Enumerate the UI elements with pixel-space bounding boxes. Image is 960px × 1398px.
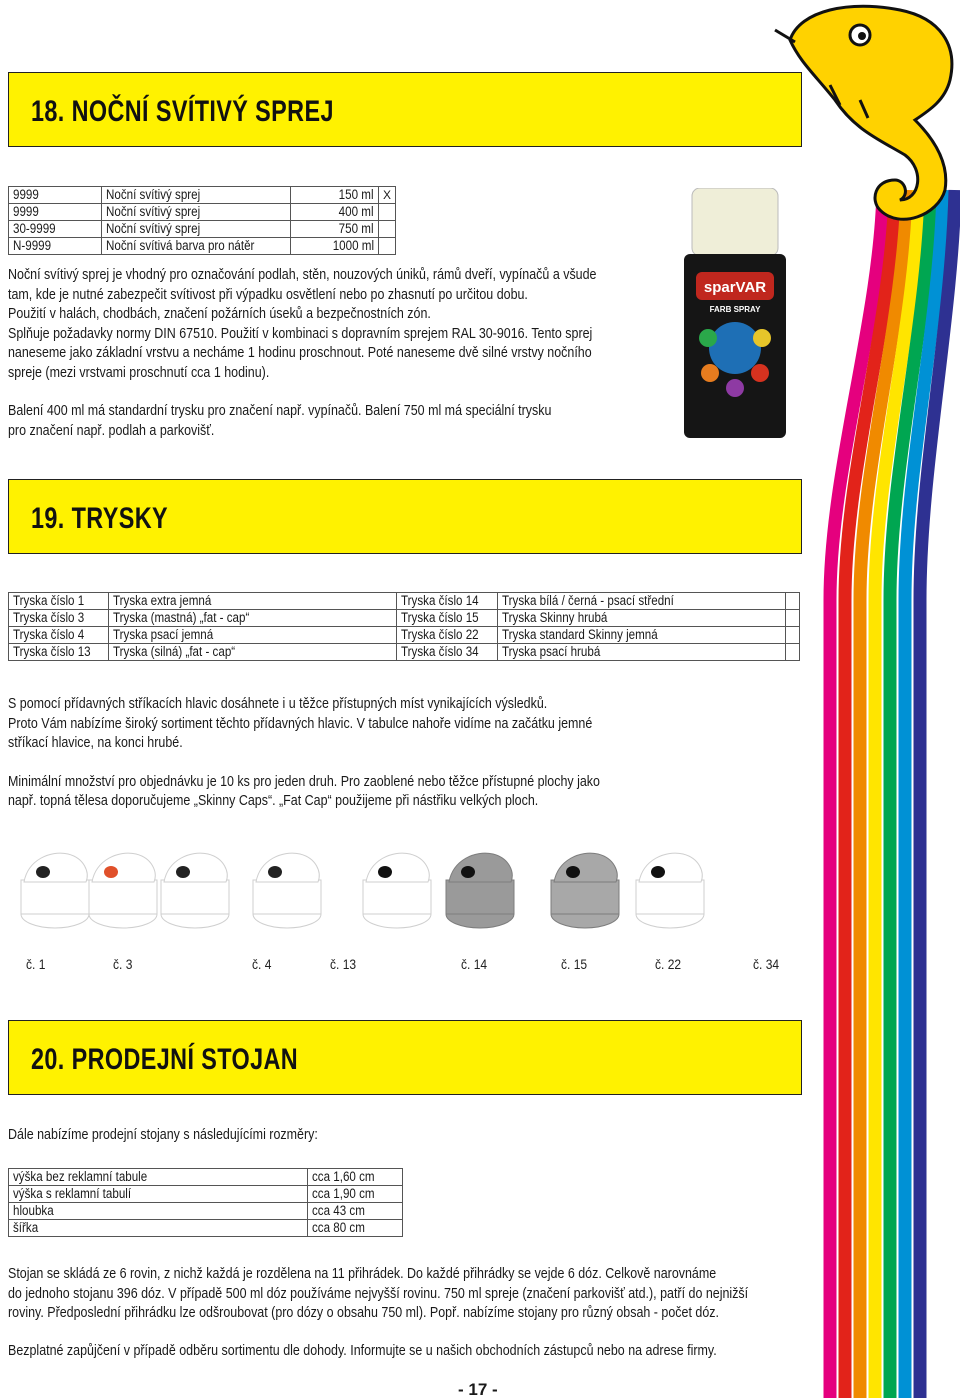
product-code: 9999 [13,187,39,202]
nozzle-number: Tryska číslo 13 [13,644,91,659]
cap-body [253,880,321,914]
table-row [9,644,800,661]
nozzle-description-text [8,695,600,812]
can-label: FARB SPRAY [709,305,761,314]
product-code: 30-9999 [13,221,56,236]
can-dot [753,329,771,347]
can-dot [699,329,717,347]
dimension-value: cca 1,60 cm [312,1169,375,1184]
cap-top [164,853,227,882]
nozzle-cap-image [540,842,630,937]
table-row [9,238,396,255]
nozzle-cap-label: č. 14 [461,956,488,972]
stripe-indigo [920,190,955,1398]
nozzle-cap-image [150,842,240,937]
product-volume: 150 ml [339,187,374,202]
stripe-yellow [875,190,919,1398]
nozzle-description: Tryska Skinny hrubá [501,610,607,625]
nozzle-description: Tryska (silná) „fat - cap“ [113,644,236,659]
nozzle-cap-label: č. 34 [753,956,780,972]
cap-top [554,853,617,882]
section-20-title: 20. PRODEJNÍ STOJAN [31,1043,299,1076]
cap-body [446,880,514,914]
table-row [9,1169,403,1186]
spray-can-image [680,188,790,440]
cap-nozzle-hole [651,866,665,878]
section-19-banner [8,479,802,554]
cap-top [639,853,702,882]
nozzle-cap-image [352,842,442,937]
cap-nozzle-hole [36,866,50,878]
cap-nozzle-hole [176,866,190,878]
cap-top [366,853,429,882]
nozzle-cap-image [625,842,715,937]
section-20-banner [8,1020,802,1095]
nozzle-cap-label: č. 15 [561,956,588,972]
table-row [9,187,396,204]
table-row [9,593,800,610]
product-code: N-9999 [13,238,52,253]
table-row [9,204,396,221]
cap-nozzle-hole [104,866,118,878]
section-19-title: 19. TRYSKY [31,502,168,535]
section-18-banner [8,72,802,147]
nozzle-number: Tryska číslo 34 [401,644,480,659]
dimension-label: výška s reklamní tabulí [13,1186,132,1201]
text-line: Stojan se skládá ze 6 rovin, z nichž každá je rozdělena na 11 přihrádek. Do každé přihrádky se vejde 6 dóz. Celkově narovnáme [8,1266,717,1282]
dimension-label: hloubka [13,1203,54,1218]
stripe-orange [860,190,907,1398]
nozzle-description: Tryska (mastná) „fat - cap“ [113,610,250,625]
nozzle-cap-image [435,842,525,937]
text-line: Proto Vám nabízíme široký sortiment těchto přídavných hlavic. V tabulce nahoře vidíme na začátku jemné [8,715,593,732]
text-line: roviny. Předposlední přihrádku lze odšroubovat (pro dózy o obsahu 750 ml). Popř. nabízíme stojany pro různý obsah - počet dóz. [8,1305,719,1321]
can-brand: sparVAR [703,279,767,296]
product-name: Noční svítivý sprej [105,221,200,236]
cap-body [363,880,431,914]
product-name: Noční svítivý sprej [105,204,200,219]
nozzle-description: Tryska bílá / černá - psací střední [501,593,674,608]
text-line: Minimální množství pro objednávku je 10 ks pro jeden druh. Pro zaoblené nebo těžce přístupné plochy jako [8,773,600,790]
text-line: S pomocí přídavných stříkacích hlavic dosáhnete i u těžce přístupných míst vynikajících výsledků. [8,696,548,712]
text-line: naneseme jako základní vrstvu a necháme 1 hodinu proschnout. Poté naneseme dvě silné vrstvy nočního [8,345,592,361]
cap-body [161,880,229,914]
table-row [9,610,800,627]
product-name: Noční svítivá barva pro nátěr [105,238,255,253]
cap-top [256,853,319,882]
can-dot [726,379,744,397]
cap-body [551,880,619,914]
stripes-group [830,190,955,1398]
nozzle-description: Tryska psací jemná [113,627,214,642]
nozzle-number: Tryska číslo 3 [13,610,85,625]
product-volume: 400 ml [339,204,374,219]
nozzle-cap-label: č. 1 [26,956,46,972]
section-18-title: 18. NOČNÍ SVÍTIVÝ SPREJ [31,95,334,128]
dimension-label: šířka [13,1220,39,1235]
stripe-red [845,190,895,1398]
dimension-label: výška bez reklamní tabule [13,1169,148,1184]
table-row [9,221,396,238]
text-line: Noční svítivý sprej je vhodný pro označování podlah, stěn, nouzových úniků, rámů dveří, vypínačů a všude [8,267,597,283]
cap-top [449,853,512,882]
table-row [9,1186,403,1203]
nozzle-cap-label: č. 22 [655,956,682,972]
can-dot [701,364,719,382]
nozzle-cap-image [242,842,332,937]
nozzle-number: Tryska číslo 1 [13,593,85,608]
product-code: 9999 [13,204,39,219]
nozzle-description: Tryska psací hrubá [501,644,600,659]
text-line: Použití v halách, chodbách, značení požárních úseků a bezpečnostních zón. [8,306,431,322]
cap-top [92,853,155,882]
table-row [9,1203,403,1220]
nozzle-table [8,592,800,661]
page-number: - 17 - [458,1380,498,1398]
nozzle-description: Tryska extra jemná [113,593,212,608]
stand-intro: Dále nabízíme prodejní stojany s následujícími rozměry: [8,1127,318,1143]
text-line: do jednoho stojanu 396 dóz. V případě 500 ml dóz používáme nejvyšší rovinu. 750 ml spreje (značení parkovišť atd.), patří do nejnižší [8,1285,749,1302]
product-volume: 750 ml [339,221,374,236]
nozzle-description: Tryska standard Skinny jemná [501,627,658,642]
text-line: spreje (mezi vrstvami proschnutí cca 1 hodinu). [8,364,270,381]
text-line: např. topná tělesa doporučujeme „Skinny Caps“. „Fat Cap“ použijeme při nástřiku velkých ploch. [8,793,539,809]
stripe-magenta [830,190,883,1398]
nozzle-cap-label: č. 13 [330,956,357,972]
spray-product-table [8,186,396,255]
nozzle-number: Tryska číslo 22 [401,627,480,642]
cap-nozzle-hole [461,866,475,878]
nozzle-number: Tryska číslo 4 [13,627,85,642]
text-line: stříkací hlavice, na konci hrubé. [8,735,183,751]
text-line: Bezplatné zapůjčení v případě odběru sortimentu dle dohody. Informujte se u našich obchodních zástupců nebo na adrese firmy. [8,1342,717,1359]
dimension-value: cca 43 cm [312,1203,365,1218]
text-line: Splňuje požadavky normy DIN 67510. Použití v kombinaci s dopravním sprejem RAL 30-9016. Tento sprej [8,325,593,342]
product-volume: 1000 ml [332,238,374,253]
dimension-value: cca 1,90 cm [312,1186,375,1201]
can-dot [751,364,769,382]
text-line: Balení 400 ml má standardní trysku pro značení např. vypínačů. Balení 750 ml má speciální trysku [8,403,552,419]
table-row [9,627,800,644]
product-name: Noční svítivý sprej [105,187,200,202]
text-line: tam, kde je nutné zabezpečit svítivost při výpadku osvětlení nebo po zhasnutí po určitou dobu. [8,286,528,303]
spray-description [8,266,596,441]
nozzle-cap-label: č. 4 [252,956,272,972]
cap-nozzle-hole [566,866,580,878]
can-globe [709,322,761,374]
nozzle-number: Tryska číslo 15 [401,610,480,625]
cap-nozzle-hole [378,866,392,878]
nozzle-cap-label: č. 3 [113,956,133,972]
table-row [9,1220,403,1237]
nozzle-number: Tryska číslo 14 [401,593,480,608]
can-cap [692,188,778,256]
text-line: pro značení např. podlah a parkovišť. [8,422,215,439]
stripe-blue [905,190,943,1398]
stripe-green [890,190,931,1398]
stand-description [8,1265,748,1361]
product-mark: X [382,188,391,202]
cap-body [636,880,704,914]
dimension-value: cca 80 cm [312,1220,365,1235]
cap-body [89,880,157,914]
stand-dimensions-table [8,1168,403,1237]
cap-nozzle-hole [268,866,282,878]
